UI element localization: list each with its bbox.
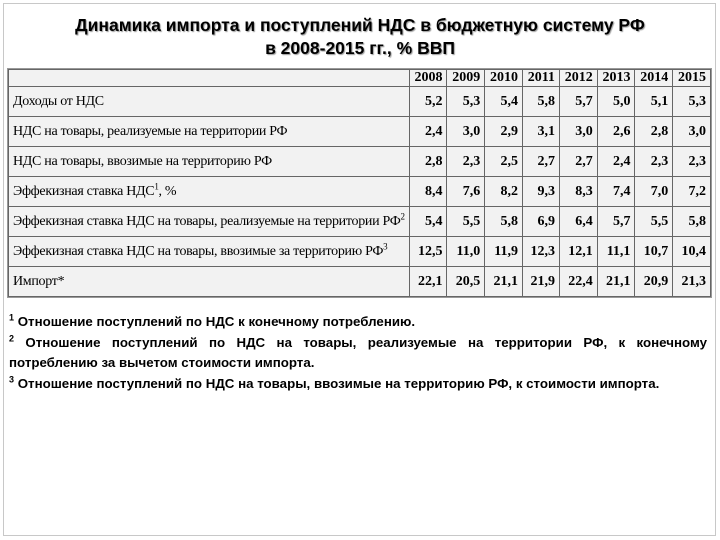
table-row [9,87,711,117]
row-label-text: НДС на товары, ввозимые на территорию РФ [13,153,272,169]
value-cell: 7,2 [673,177,711,207]
value-cell: 7,6 [447,177,485,207]
title-line-2: в 2008-2015 гг., % ВВП [265,38,455,58]
value-cell: 8,3 [559,177,597,207]
value-cell: 2,8 [635,117,673,147]
value-cell: 21,9 [522,267,559,297]
vat-import-table [8,69,711,297]
row-label-footnote-ref: 2 [400,210,405,221]
value-cell: 3,0 [559,117,597,147]
row-label [9,117,410,147]
value-cell: 21,1 [597,267,635,297]
value-cell: 6,4 [559,207,597,237]
row-label-text: Импорт* [13,273,65,289]
footnote-text: Отношение поступлений по НДС на товары, ввозимые на территорию РФ, к стоимости импорта. [17,375,660,391]
value-cell: 5,7 [559,87,597,117]
value-cell: 3,0 [447,117,485,147]
value-cell: 7,4 [597,177,635,207]
value-cell: 5,8 [485,207,523,237]
value-cell: 2,9 [485,117,523,147]
value-cell: 20,5 [447,267,485,297]
value-cell: 12,5 [409,237,447,267]
footnotes [9,312,707,394]
value-cell: 5,3 [673,87,711,117]
value-cell: 2,8 [409,147,447,177]
title-line-1: Динамика импорта и поступлений НДС в бюджетную систему РФ [75,15,645,35]
footnote-text: Отношение поступлений по НДС к конечному потреблению. [17,314,416,329]
table-body [9,87,711,297]
value-cell: 5,7 [597,207,635,237]
row-label-text: Эффекизная ставка НДС на товары, реализуемые на территории РФ [13,213,401,229]
value-cell: 9,3 [522,177,559,207]
value-cell: 11,0 [447,237,485,267]
row-label-text: Эффекизная ставка НДС [13,183,155,199]
value-cell: 12,3 [522,237,559,267]
value-cell: 3,1 [522,117,559,147]
value-cell: 2,7 [522,147,559,177]
year-header: 2015 [673,70,711,87]
value-cell: 2,4 [597,147,635,177]
table-row [9,267,711,297]
value-cell: 5,4 [409,207,447,237]
year-header: 2014 [635,70,673,87]
value-cell: 5,8 [522,87,559,117]
value-cell: 2,7 [559,147,597,177]
value-cell: 11,9 [485,237,523,267]
row-label-text: Эффекизная ставка НДС на товары, ввозимые за территорию РФ [13,243,384,259]
value-cell: 5,1 [635,87,673,117]
year-header: 2012 [559,70,597,87]
value-cell: 2,3 [673,147,711,177]
footnote-3 [9,374,707,395]
table-row [9,117,711,147]
header-corner-cell [9,70,410,87]
row-label [9,267,410,297]
footnote-number: 3 [9,374,15,385]
footnote-number: 2 [9,333,15,344]
row-label [9,237,410,267]
table-row [9,177,711,207]
table-row [9,237,711,267]
row-label [9,177,410,207]
value-cell: 22,4 [559,267,597,297]
value-cell: 2,6 [597,117,635,147]
value-cell: 2,5 [485,147,523,177]
table-header-row [9,70,711,87]
table-row [9,147,711,177]
value-cell: 10,4 [673,237,711,267]
value-cell: 5,8 [673,207,711,237]
year-header: 2010 [485,70,523,87]
row-label-text: Доходы от НДС [13,93,104,109]
footnote-number: 1 [9,312,15,323]
value-cell: 5,2 [409,87,447,117]
value-cell: 12,1 [559,237,597,267]
value-cell: 5,0 [597,87,635,117]
value-cell: 2,3 [447,147,485,177]
value-cell: 2,4 [409,117,447,147]
year-header: 2011 [522,70,559,87]
value-cell: 20,9 [635,267,673,297]
value-cell: 8,4 [409,177,447,207]
value-cell: 6,9 [522,207,559,237]
value-cell: 21,1 [485,267,523,297]
value-cell: 8,2 [485,177,523,207]
year-header: 2008 [409,70,447,87]
page-title [0,14,720,60]
value-cell: 5,5 [635,207,673,237]
year-header: 2013 [597,70,635,87]
value-cell: 2,3 [635,147,673,177]
row-label-text: НДС на товары, реализуемые на территории РФ [13,123,288,139]
row-label-suffix: , % [158,183,177,199]
value-cell: 3,0 [673,117,711,147]
value-cell: 22,1 [409,267,447,297]
row-label-footnote-ref: 1 [154,180,159,191]
value-cell: 5,5 [447,207,485,237]
value-cell: 7,0 [635,177,673,207]
row-label [9,207,410,237]
row-label [9,147,410,177]
value-cell: 10,7 [635,237,673,267]
footnote-2 [9,333,707,374]
value-cell: 21,3 [673,267,711,297]
value-cell: 11,1 [597,237,635,267]
value-cell: 5,4 [485,87,523,117]
table-row [9,207,711,237]
footnote-text: Отношение поступлений по НДС на товары, реализуемые на территории РФ, к конечному потреблению за вычетом стоимости импорта. [9,334,708,370]
footnote-1 [9,312,707,333]
data-table-panel [7,68,712,298]
row-label-footnote-ref: 3 [383,240,388,251]
row-label [9,87,410,117]
value-cell: 5,3 [447,87,485,117]
year-header: 2009 [447,70,485,87]
